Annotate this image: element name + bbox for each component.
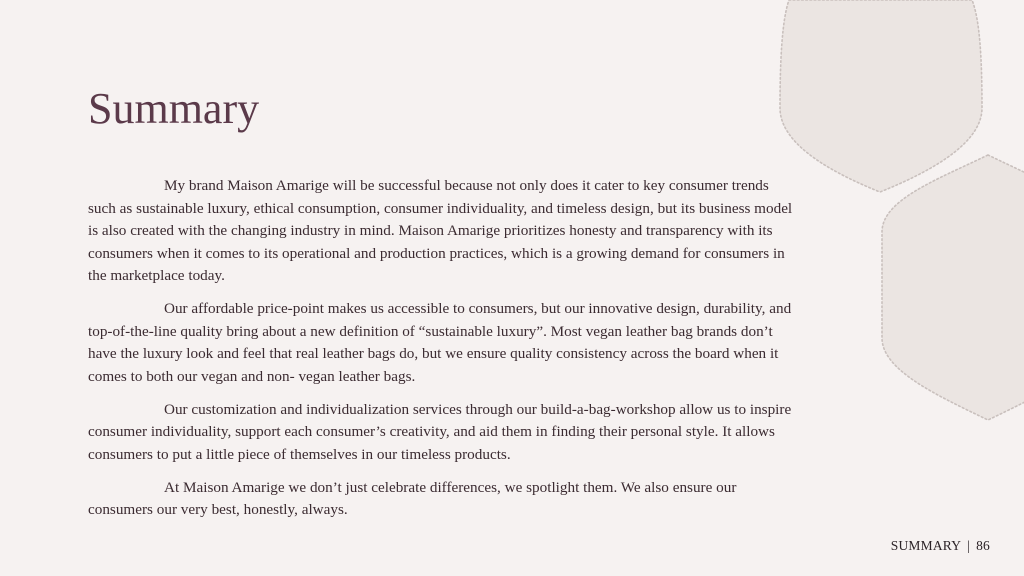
summary-body — [88, 175, 800, 532]
decorative-ogee-shape-top — [780, 0, 982, 192]
summary-paragraph-2: Our affordable price-point makes us accessible to consumers, but our innovative design, durability, and top-of-the-line quality bring about a new definition of “sustainable luxury”. Most vegan leather bag brands don’t have the luxury look and feel that real leather bags do, but we ensure quality consistency across the board when it comes to both our vegan and non- vegan leather bags. — [88, 300, 792, 385]
footer-section-label: SUMMARY — [890, 538, 962, 553]
summary-paragraph-1: My brand Maison Amarige will be successful because not only does it cater to key consumer trends such as sustainable luxury, ethical consumption, consumer individuality, and timeless design, but its business model is also created with the changing industry in mind. Maison Amarige prioritizes honesty and transparency with its consumers when it comes to its operational and production practices, which is a growing demand for consumers in the marketplace today. — [88, 177, 793, 284]
summary-paragraph-4: At Maison Amarige we don’t just celebrate differences, we spotlight them. We also ensure our consumers our very best, honestly, always. — [88, 478, 737, 518]
slide-footer — [891, 538, 990, 554]
page-title: Summary — [88, 84, 260, 133]
footer-separator: | — [967, 538, 971, 553]
decorative-ogee-shape-bottom — [882, 155, 1024, 420]
summary-paragraph-3: Our customization and individualization services through our build-a-bag-workshop allow us to inspire consumer individuality, support each consumer’s creativity, and aid them in finding their personal style. It allows consumers to put a little piece of themselves in our timeless products. — [88, 400, 792, 463]
page-number: 86 — [976, 538, 990, 553]
